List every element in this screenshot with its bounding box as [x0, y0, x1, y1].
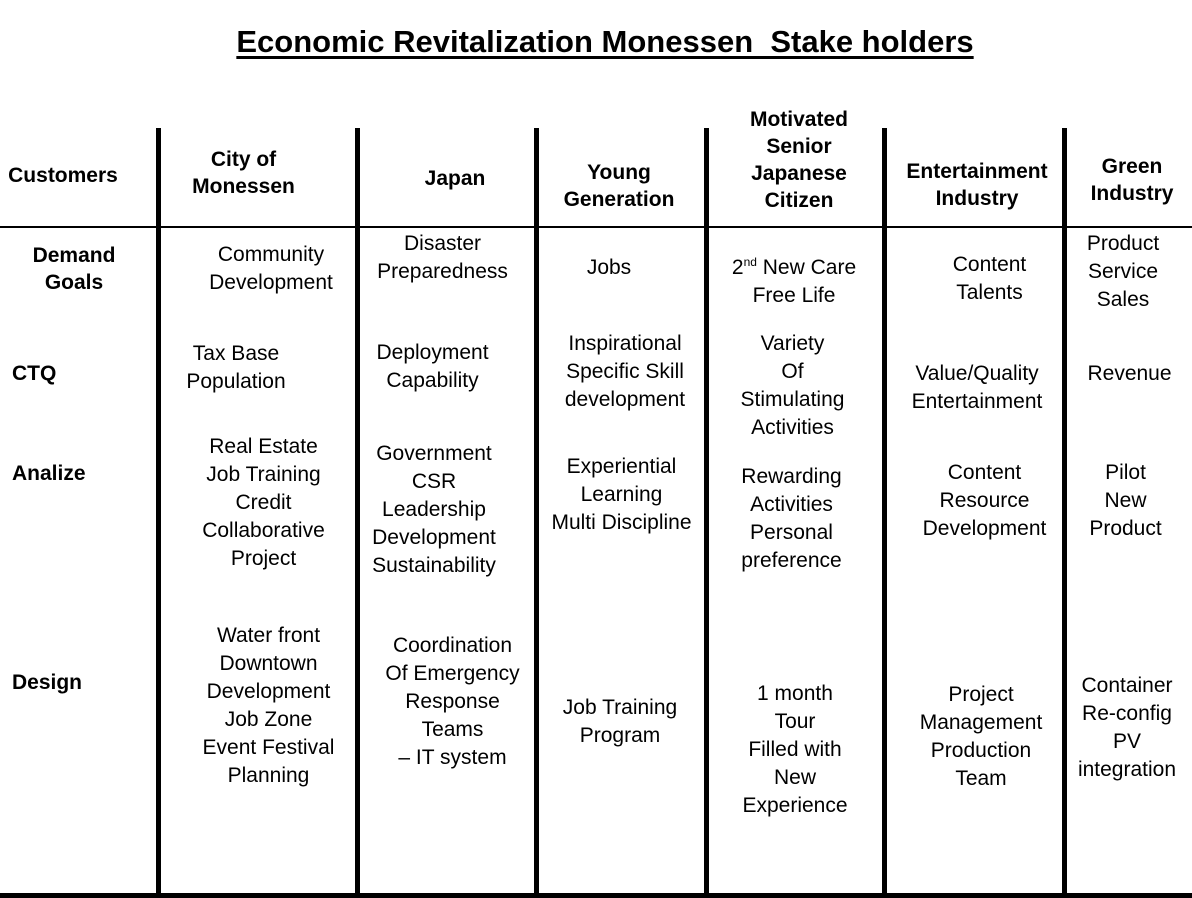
header-motivated-senior: Motivated Senior Japanese Citizen: [749, 108, 848, 212]
cell-ctq-city: Tax Base Population: [186, 342, 286, 393]
cell-analize-city: Real Estate Job Training Credit Collaborative Project: [202, 435, 325, 570]
cell-ctq-senior: Variety Of Stimulating Activities: [740, 332, 845, 439]
cell-demand-senior: [709, 254, 879, 310]
row-label-demand-goals: Demand Goals: [32, 244, 116, 294]
header-japan: Japan: [424, 167, 486, 190]
header-young-generation: Young Generation: [563, 161, 675, 211]
ordinal-number: 2: [731, 256, 744, 279]
header-divider: [0, 226, 1192, 228]
row-label-design: Design: [12, 671, 83, 694]
cell-design-green: Container Re-config PV integration: [1077, 674, 1177, 781]
cell-design-city: Water front Downtown Development Job Zone Event Festival Planning: [202, 624, 335, 787]
cell-analize-green: Pilot New Product: [1089, 461, 1162, 540]
header-customers: Customers: [8, 164, 118, 187]
cell-ctq-green: Revenue: [1087, 362, 1172, 385]
cell-analize-senior: Rewarding Activities Personal preference: [741, 465, 842, 572]
cell-design-young: Job Training Program: [562, 696, 678, 747]
row-label-ctq: CTQ: [12, 362, 57, 385]
cell-ctq-entertainment: Value/Quality Entertainment: [911, 362, 1043, 413]
cell-demand-city: Community Development: [209, 243, 333, 294]
page-title: Economic Revitalization Monessen Stake holders: [236, 24, 974, 59]
cell-demand-green: Product Service Sales: [1086, 232, 1160, 311]
row-label-analize: Analize: [12, 462, 86, 485]
cell-demand-senior-text: New Care Free Life: [752, 256, 857, 307]
cell-ctq-japan: Deployment Capability: [376, 341, 489, 392]
cell-analize-entertainment: Content Resource Development: [922, 461, 1047, 540]
cell-demand-young: Jobs: [586, 256, 632, 279]
cell-ctq-young: Inspirational Specific Skill development: [564, 332, 686, 411]
ordinal-suffix: nd: [743, 255, 757, 269]
cell-design-entertainment: Project Management Production Team: [919, 683, 1043, 790]
cell-design-japan: Coordination Of Emergency Response Teams – IT system: [385, 634, 520, 769]
cell-analize-japan: Government CSR Leadership Development Sustainability: [372, 442, 496, 577]
column-divider-1: [156, 128, 161, 894]
cell-demand-japan: Disaster Preparedness: [377, 232, 508, 283]
cell-analize-young: Experiential Learning Multi Discipline: [551, 455, 692, 534]
header-green-industry: Green Industry: [1090, 155, 1174, 205]
bottom-border: [0, 893, 1192, 898]
header-city-of-monessen: City of Monessen: [192, 148, 295, 198]
header-entertainment-industry: Entertainment Industry: [906, 160, 1048, 210]
cell-design-senior: 1 month Tour Filled with New Experience: [742, 682, 848, 817]
cell-demand-entertainment: Content Talents: [952, 253, 1027, 304]
